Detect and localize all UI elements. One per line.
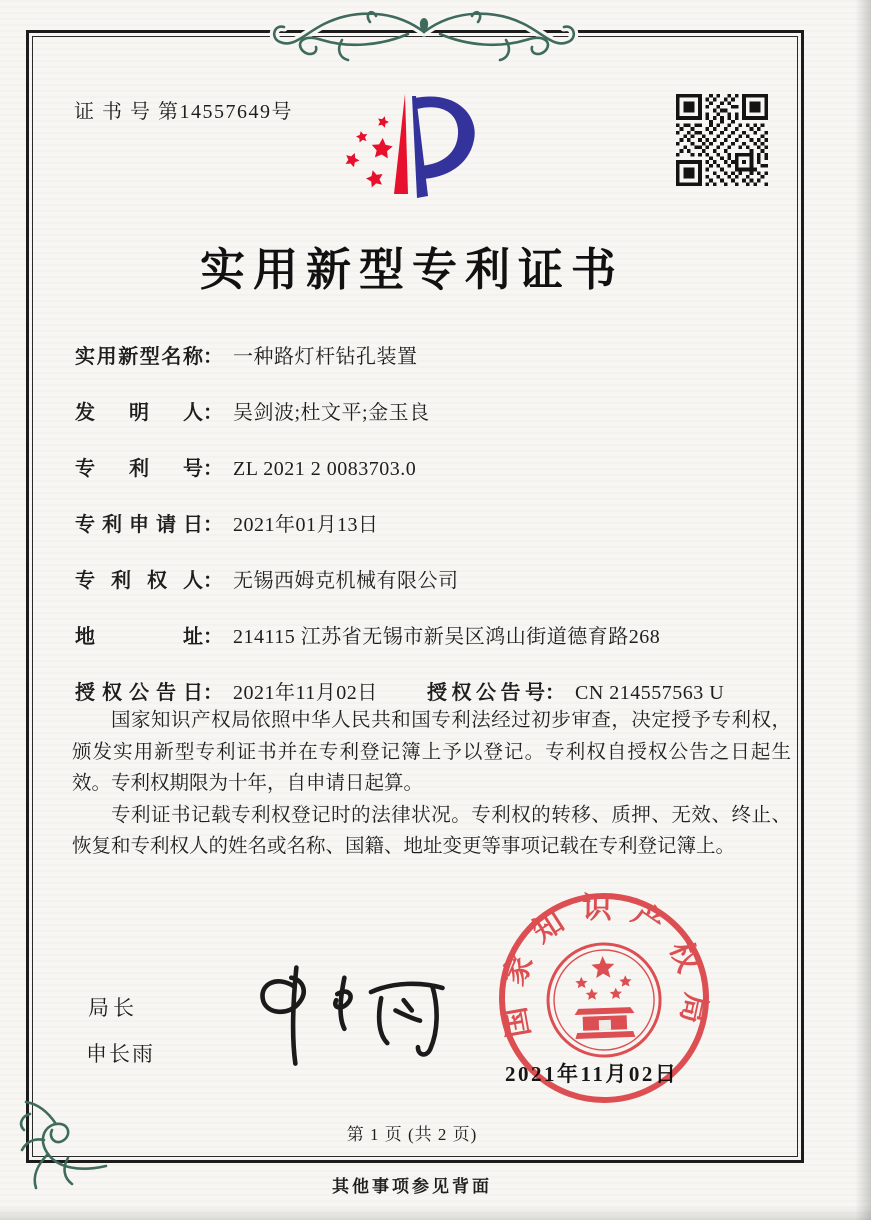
legal-paragraph-1: 国家知识产权局依照中华人民共和国专利法经过初步审查，决定授予专利权，颁发实用新型专利证书并在专利登记簿上予以登记。专利权自授权公告之日起生效。专利权期限为十年，自申请日起算。 [72,710,791,794]
field-value: 214115 江苏省无锡市新吴区鸿山街道德育路268 [233,626,661,648]
grant-number-group [427,676,724,705]
top-ornament-icon [252,0,596,64]
field-colon: ： [203,514,223,536]
certificate-title: 实用新型专利证书 [199,245,624,295]
field-value: 一种路灯杆钻孔装置 [233,346,418,368]
field-colon: ： [203,682,223,704]
field-value: 吴剑波;杜文平;金玉良 [233,402,430,424]
back-note: 其他事项参见背面 [332,1177,492,1196]
legal-text [72,705,791,863]
page-indicator: 第 1 页 (共 2 页) [346,1125,478,1144]
field-colon: ： [203,626,223,648]
official-seal [490,884,718,1112]
cnipa-logo-icon [305,82,505,222]
certificate-number: 证 书 号 第14557649号 [74,101,293,123]
seal-date: 2021年11月02日 [505,1062,679,1086]
field-value: 无锡西姆克机械有限公司 [233,570,459,592]
signature-image [232,956,467,1071]
national-emblem-icon [546,942,662,1058]
grant-date-group [75,676,378,705]
field-row-address [75,620,791,676]
field-label: 发明人 [75,402,203,424]
field-label: 专利权人 [75,570,203,592]
signer-name: 申长雨 [86,1042,155,1066]
signer-title: 局长 [88,996,138,1020]
qr-code [676,94,768,186]
fields-list [75,340,791,732]
field-label: 地址 [75,626,203,648]
field-value: 2021年01月13日 [233,514,379,536]
field-colon: ： [203,570,223,592]
field-row-inventors [75,396,791,452]
field-value: 2021年11月02日 [233,682,378,704]
field-label: 专利号 [75,458,203,480]
field-row-filing-date [75,508,791,564]
field-value: ZL 2021 2 0083703.0 [233,458,417,480]
field-colon: ： [203,458,223,480]
field-colon: ： [203,346,223,368]
field-value: CN 214557563 U [575,682,725,704]
field-label: 授权公告号 [427,682,545,704]
field-label: 授权公告日 [75,682,203,704]
seal-text: 国家知识产权局 [495,891,713,1044]
field-colon: ： [203,402,223,424]
field-colon: ： [545,682,565,704]
field-row-patent-number [75,452,791,508]
field-label: 专利申请日 [75,514,203,536]
field-row-name [75,340,791,396]
field-label: 实用新型名称 [75,346,203,368]
field-row-patentee [75,564,791,620]
legal-paragraph-2: 专利证书记载专利权登记时的法律状况。专利权的转移、质押、无效、终止、恢复和专利权人的姓名或名称、国籍、地址变更等事项记载在专利登记簿上。 [72,804,791,857]
